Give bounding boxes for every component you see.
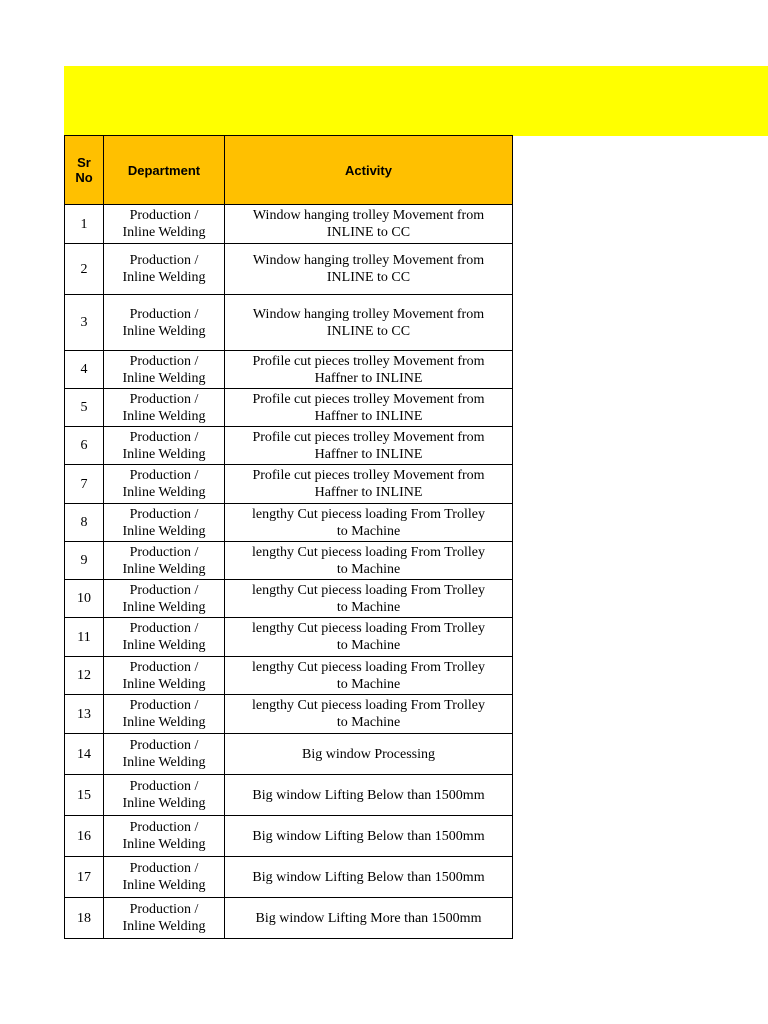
department-cell[interactable] <box>104 898 225 939</box>
table-row <box>65 504 513 542</box>
department-line: Inline Welding <box>122 755 206 770</box>
activity-cell[interactable] <box>225 389 513 427</box>
title-banner <box>64 66 768 136</box>
department-line: Inline Welding <box>122 561 206 577</box>
department-header[interactable]: Department <box>104 136 225 205</box>
department-cell[interactable] <box>104 695 225 734</box>
activity-line: Profile cut pieces trolley Movement from <box>252 429 485 445</box>
table-row <box>65 295 513 351</box>
activity-cell[interactable] <box>225 816 513 857</box>
activity-cell[interactable] <box>225 857 513 898</box>
department-line: Production / <box>129 659 199 675</box>
department-line: Production / <box>129 621 199 636</box>
activity-line: to Machine <box>336 523 401 539</box>
activity-line: Profile cut pieces trolley Movement from <box>252 353 485 369</box>
department-line: Production / <box>129 544 199 560</box>
department-cell[interactable] <box>104 542 225 580</box>
activity-cell[interactable] <box>225 504 513 542</box>
department-line: Inline Welding <box>122 599 206 615</box>
activity-line: Window hanging trolley Movement from <box>252 306 485 322</box>
department-line: Inline Welding <box>122 446 206 462</box>
sr-no-cell[interactable]: 4 <box>65 351 104 389</box>
activity-line: lengthy Cut piecess loading From Trolley <box>252 659 485 675</box>
department-cell[interactable] <box>104 775 225 816</box>
department-line: Production / <box>129 582 199 598</box>
activity-cell[interactable] <box>225 657 513 695</box>
table-body <box>65 205 513 939</box>
department-cell[interactable] <box>104 351 225 389</box>
activity-header[interactable]: Activity <box>225 136 513 205</box>
sr-no-cell[interactable]: 17 <box>65 857 104 898</box>
activity-cell[interactable] <box>225 295 513 351</box>
sr-no-cell[interactable]: 2 <box>65 244 104 295</box>
department-line: Production / <box>129 738 199 753</box>
activity-line: lengthy Cut piecess loading From Trolley <box>252 698 485 713</box>
department-line: Production / <box>129 253 199 268</box>
activity-line: INLINE to CC <box>326 270 411 285</box>
activity-cell[interactable] <box>225 205 513 244</box>
department-line: Inline Welding <box>122 270 206 285</box>
table-row <box>65 542 513 580</box>
activity-cell[interactable] <box>225 898 513 939</box>
department-line: Inline Welding <box>122 638 206 653</box>
department-cell[interactable] <box>104 657 225 695</box>
activity-line: Big window Lifting Below than 1500mm <box>252 828 485 844</box>
department-line: Inline Welding <box>122 408 206 424</box>
department-cell[interactable] <box>104 734 225 775</box>
department-line: Inline Welding <box>122 676 206 692</box>
activity-cell[interactable] <box>225 734 513 775</box>
department-cell[interactable] <box>104 504 225 542</box>
sr-no-cell[interactable]: 18 <box>65 898 104 939</box>
table-row <box>65 244 513 295</box>
department-line: Production / <box>129 468 199 483</box>
department-line: Inline Welding <box>122 715 206 730</box>
table-row <box>65 657 513 695</box>
sr-no-cell[interactable]: 9 <box>65 542 104 580</box>
sr-no-cell[interactable]: 10 <box>65 580 104 618</box>
sr-no-cell[interactable]: 8 <box>65 504 104 542</box>
activity-cell[interactable] <box>225 695 513 734</box>
activity-line: to Machine <box>336 676 401 692</box>
table-row <box>65 618 513 657</box>
activity-line: Big window Lifting Below than 1500mm <box>252 869 485 885</box>
activity-line: Window hanging trolley Movement from <box>252 253 485 268</box>
activity-line: to Machine <box>336 715 401 730</box>
department-cell[interactable] <box>104 618 225 657</box>
table-row <box>65 816 513 857</box>
department-line: Inline Welding <box>122 919 206 934</box>
activity-cell[interactable] <box>225 542 513 580</box>
activity-line: INLINE to CC <box>326 225 411 240</box>
activity-cell[interactable] <box>225 775 513 816</box>
department-line: Production / <box>129 698 199 713</box>
activity-table <box>64 135 513 939</box>
activity-line: Big window Lifting More than 1500mm <box>255 910 482 926</box>
table-row <box>65 775 513 816</box>
sr-no-cell[interactable]: 11 <box>65 618 104 657</box>
table-row <box>65 580 513 618</box>
activity-line: Big window Lifting Below than 1500mm <box>252 787 485 803</box>
department-line: Inline Welding <box>122 837 206 852</box>
department-cell[interactable] <box>104 205 225 244</box>
department-line: Production / <box>129 820 199 835</box>
activity-line: Big window Processing <box>302 746 435 762</box>
activity-line: Profile cut pieces trolley Movement from <box>252 391 485 407</box>
department-cell[interactable] <box>104 295 225 351</box>
department-line: Production / <box>129 208 199 223</box>
activity-cell[interactable] <box>225 244 513 295</box>
department-line: Inline Welding <box>122 323 206 339</box>
sr-no-cell[interactable]: 5 <box>65 389 104 427</box>
sr-no-cell[interactable]: 15 <box>65 775 104 816</box>
department-line: Inline Welding <box>122 523 206 539</box>
activity-line: to Machine <box>336 599 401 615</box>
table-row <box>65 898 513 939</box>
activity-line: lengthy Cut piecess loading From Trolley <box>252 544 485 560</box>
department-line: Production / <box>129 391 199 407</box>
activity-line: lengthy Cut piecess loading From Trolley <box>252 582 485 598</box>
table-row <box>65 465 513 504</box>
sr-no-cell[interactable]: 12 <box>65 657 104 695</box>
department-line: Inline Welding <box>122 225 206 240</box>
sr-no-cell[interactable]: 13 <box>65 695 104 734</box>
table-row <box>65 205 513 244</box>
department-line: Production / <box>129 429 199 445</box>
activity-cell[interactable] <box>225 618 513 657</box>
table-row <box>65 695 513 734</box>
table-row <box>65 351 513 389</box>
activity-line: to Machine <box>336 561 401 577</box>
department-line: Inline Welding <box>122 878 206 893</box>
sr-no-cell[interactable]: 3 <box>65 295 104 351</box>
sr-no-cell[interactable]: 6 <box>65 427 104 465</box>
department-cell[interactable] <box>104 427 225 465</box>
department-line: Inline Welding <box>122 796 206 811</box>
department-line: Production / <box>129 353 199 369</box>
activity-line: to Machine <box>336 638 401 653</box>
department-line: Inline Welding <box>122 485 206 500</box>
activity-line: lengthy Cut piecess loading From Trolley <box>252 621 485 636</box>
table-row <box>65 389 513 427</box>
header-row <box>65 136 513 205</box>
department-line: Production / <box>129 306 199 322</box>
department-cell[interactable] <box>104 465 225 504</box>
activity-line: INLINE to CC <box>326 323 411 339</box>
activity-line: Window hanging trolley Movement from <box>252 208 485 223</box>
table-row <box>65 734 513 775</box>
table-row <box>65 857 513 898</box>
activity-line: Haffner to INLINE <box>314 446 423 462</box>
sr-no-cell[interactable]: 14 <box>65 734 104 775</box>
activity-cell[interactable] <box>225 465 513 504</box>
department-line: Production / <box>129 902 199 917</box>
sr-no-cell[interactable]: 7 <box>65 465 104 504</box>
activity-cell[interactable] <box>225 580 513 618</box>
table-row <box>65 427 513 465</box>
activity-line: Profile cut pieces trolley Movement from <box>252 468 485 483</box>
department-line: Inline Welding <box>122 370 206 386</box>
department-line: Production / <box>129 861 199 876</box>
department-cell[interactable] <box>104 389 225 427</box>
sr-no-header[interactable]: Sr No <box>65 136 104 205</box>
sr-no-cell[interactable]: 1 <box>65 205 104 244</box>
activity-cell[interactable] <box>225 427 513 465</box>
department-line: Production / <box>129 779 199 794</box>
activity-line: Haffner to INLINE <box>314 408 423 424</box>
department-line: Production / <box>129 506 199 522</box>
department-cell[interactable] <box>104 580 225 618</box>
sr-no-cell[interactable]: 16 <box>65 816 104 857</box>
activity-line: Haffner to INLINE <box>314 485 423 500</box>
department-cell[interactable] <box>104 857 225 898</box>
department-cell[interactable] <box>104 816 225 857</box>
activity-cell[interactable] <box>225 351 513 389</box>
department-cell[interactable] <box>104 244 225 295</box>
activity-line: lengthy Cut piecess loading From Trolley <box>252 506 485 522</box>
activity-line: Haffner to INLINE <box>314 370 423 386</box>
